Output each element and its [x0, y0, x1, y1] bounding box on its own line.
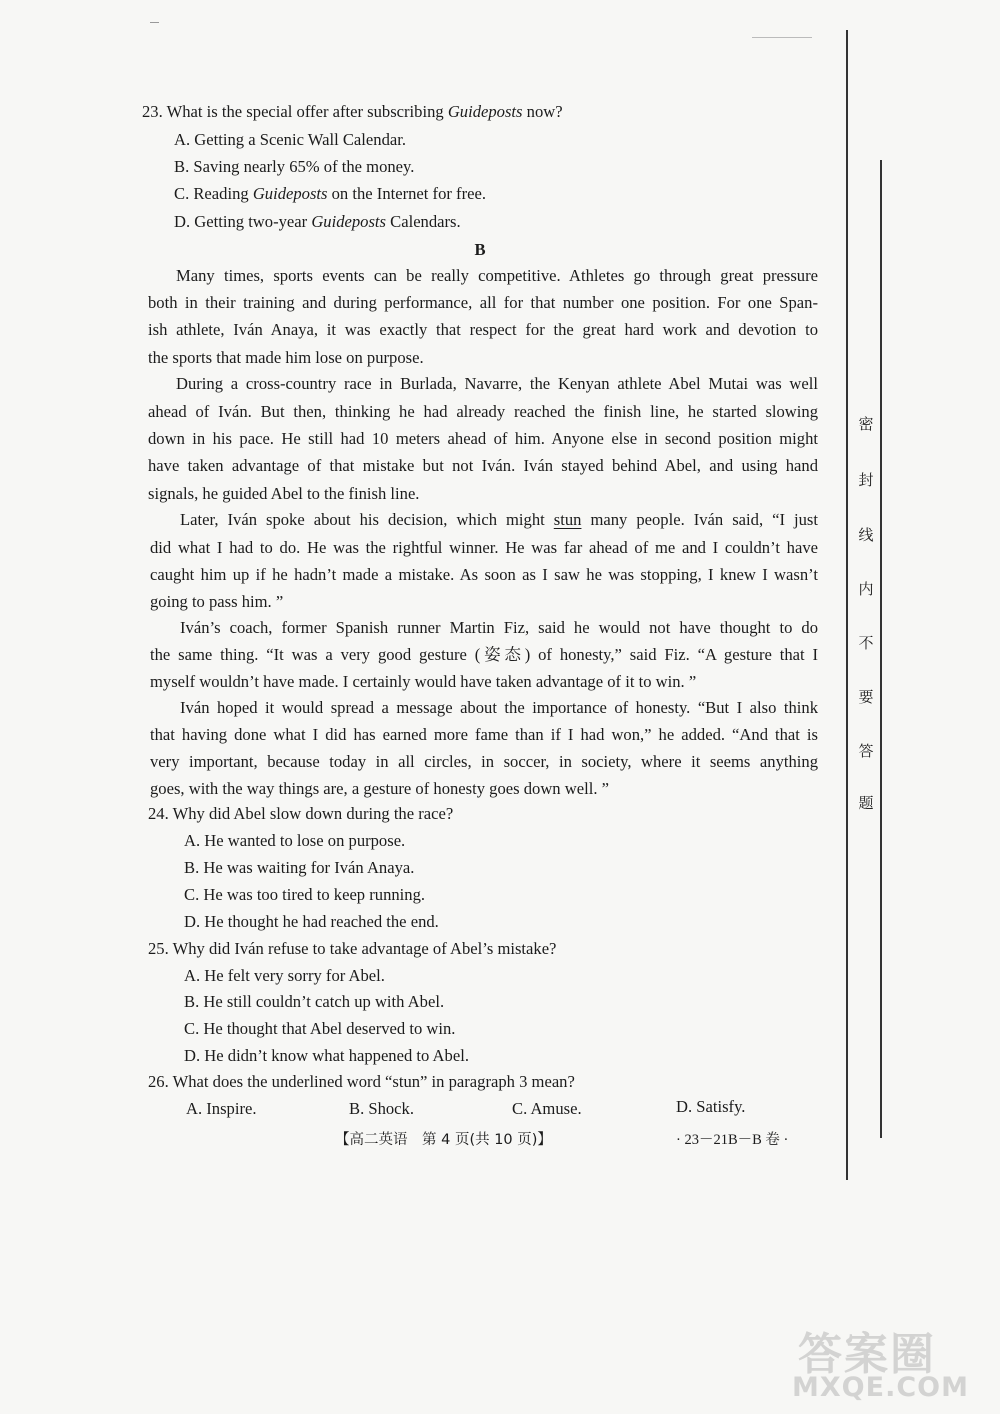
seal-char: 要 — [858, 688, 874, 706]
q25-option-c: C. He thought that Abel deserved to win. — [184, 1019, 456, 1038]
passage-line: did what I had to do. He was the rightful winner. He was far ahead of me and I couldn’t have — [150, 538, 818, 557]
seal-line-outer — [846, 30, 848, 1180]
q23-option-d: D. Getting two-year Guideposts Calendars. — [174, 212, 461, 231]
passage-line: have taken advantage of that mistake but not Iván. Iván stayed behind Abel, and using hand — [148, 456, 818, 475]
seal-char: 不 — [858, 634, 874, 652]
q24-option-c: C. He was too tired to keep running. — [184, 885, 426, 904]
q23-option-a: A. Getting a Scenic Wall Calendar. — [174, 130, 406, 149]
seal-char: 答 — [858, 742, 874, 760]
passage-line: the sports that made him lose on purpose. — [148, 348, 424, 367]
q24-option-d: D. He thought he had reached the end. — [184, 912, 439, 931]
seal-char: 封 — [858, 471, 874, 489]
passage-line: caught him up if he hadn’t made a mistake. As soon as I saw he was stopping, I knew I wasn’t — [150, 565, 818, 584]
watermark-url: MXQE.COM — [792, 1372, 969, 1403]
watermark-logo: 答案圈 — [798, 1329, 936, 1380]
q24-option-b: B. He was waiting for Iván Anaya. — [184, 858, 415, 877]
passage-line: myself wouldn’t have made. I certainly would have taken advantage of it to win. ” — [150, 672, 697, 691]
passage-line: Many times, sports events can be really competitive. Athletes go through great pressure — [176, 266, 818, 285]
q26-option-d: D. Satisfy. — [676, 1097, 746, 1116]
passage-line: During a cross-country race in Burlada, Navarre, the Kenyan athlete Abel Mutai was well — [176, 374, 818, 393]
q26-option-c: C. Amuse. — [512, 1099, 582, 1118]
q24-option-a: A. He wanted to lose on purpose. — [184, 831, 406, 850]
passage-line: signals, he guided Abel to the finish line. — [148, 484, 420, 503]
q26-option-a: A. Inspire. — [186, 1099, 257, 1118]
q25-option-d: D. He didn’t know what happened to Abel. — [184, 1046, 469, 1065]
q23-stem: 23. What is the special offer after subscribing Guideposts now? — [142, 102, 563, 121]
q24-stem: 24. Why did Abel slow down during the race? — [148, 804, 454, 823]
passage-line: down in his pace. He still had 10 meters ahead of him. Anyone else in second position might — [148, 429, 818, 448]
q26-option-b: B. Shock. — [349, 1099, 414, 1118]
passage-line: Later, Iván spoke about his decision, which might stun many people. Iván said, “I just — [180, 510, 818, 529]
seal-line-inner — [880, 160, 882, 1138]
page-footer-right: · 23－21B－B 卷 · — [676, 1132, 789, 1148]
scan-mark — [150, 22, 159, 23]
passage-line: both in their training and during performance, all for that number one position. For one Span- — [148, 293, 818, 312]
passage-line: ish athlete, Iván Anaya, it was exactly that respect for the great hard work and devotion to — [148, 320, 818, 339]
passage-line: the same thing. “It was a very good gesture (姿态) of honesty,” said Fiz. “A gesture that I — [150, 645, 818, 664]
q23-option-b: B. Saving nearly 65% of the money. — [174, 157, 415, 176]
q25-option-b: B. He still couldn’t catch up with Abel. — [184, 992, 445, 1011]
passage-line: ahead of Iván. But then, thinking he had already reached the finish line, he started slowing — [148, 402, 818, 421]
scan-mark — [752, 37, 812, 38]
seal-char: 题 — [858, 794, 874, 812]
q26-stem: 26. What does the underlined word “stun” in paragraph 3 mean? — [148, 1072, 575, 1091]
passage-line: that having done what I did has earned more fame than if I had won,” he added. “And that is — [150, 725, 818, 744]
q23-option-c: C. Reading Guideposts on the Internet for free. — [174, 184, 486, 203]
passage-line: Iván’s coach, former Spanish runner Martin Fiz, said he would not have thought to do — [180, 618, 818, 637]
page-footer-left: 【高二英语 第 4 页(共 10 页)】 — [335, 1132, 552, 1148]
q25-stem: 25. Why did Iván refuse to take advantage of Abel’s mistake? — [148, 939, 557, 958]
seal-char: 密 — [858, 415, 874, 433]
seal-char: 内 — [858, 580, 874, 598]
underlined-word-stun: stun — [553, 510, 582, 529]
passage-line: going to pass him. ” — [150, 592, 284, 611]
passage-line: goes, with the way things are, a gesture of honesty goes down well. ” — [150, 779, 609, 798]
seal-char: 线 — [858, 526, 874, 544]
passage-line: very important, because today in all circles, in soccer, in society, where it seems anything — [150, 752, 818, 771]
q25-option-a: A. He felt very sorry for Abel. — [184, 966, 385, 985]
passage-line: Iván hoped it would spread a message about the importance of honesty. “But I also think — [180, 698, 818, 717]
section-heading: B — [474, 240, 486, 259]
